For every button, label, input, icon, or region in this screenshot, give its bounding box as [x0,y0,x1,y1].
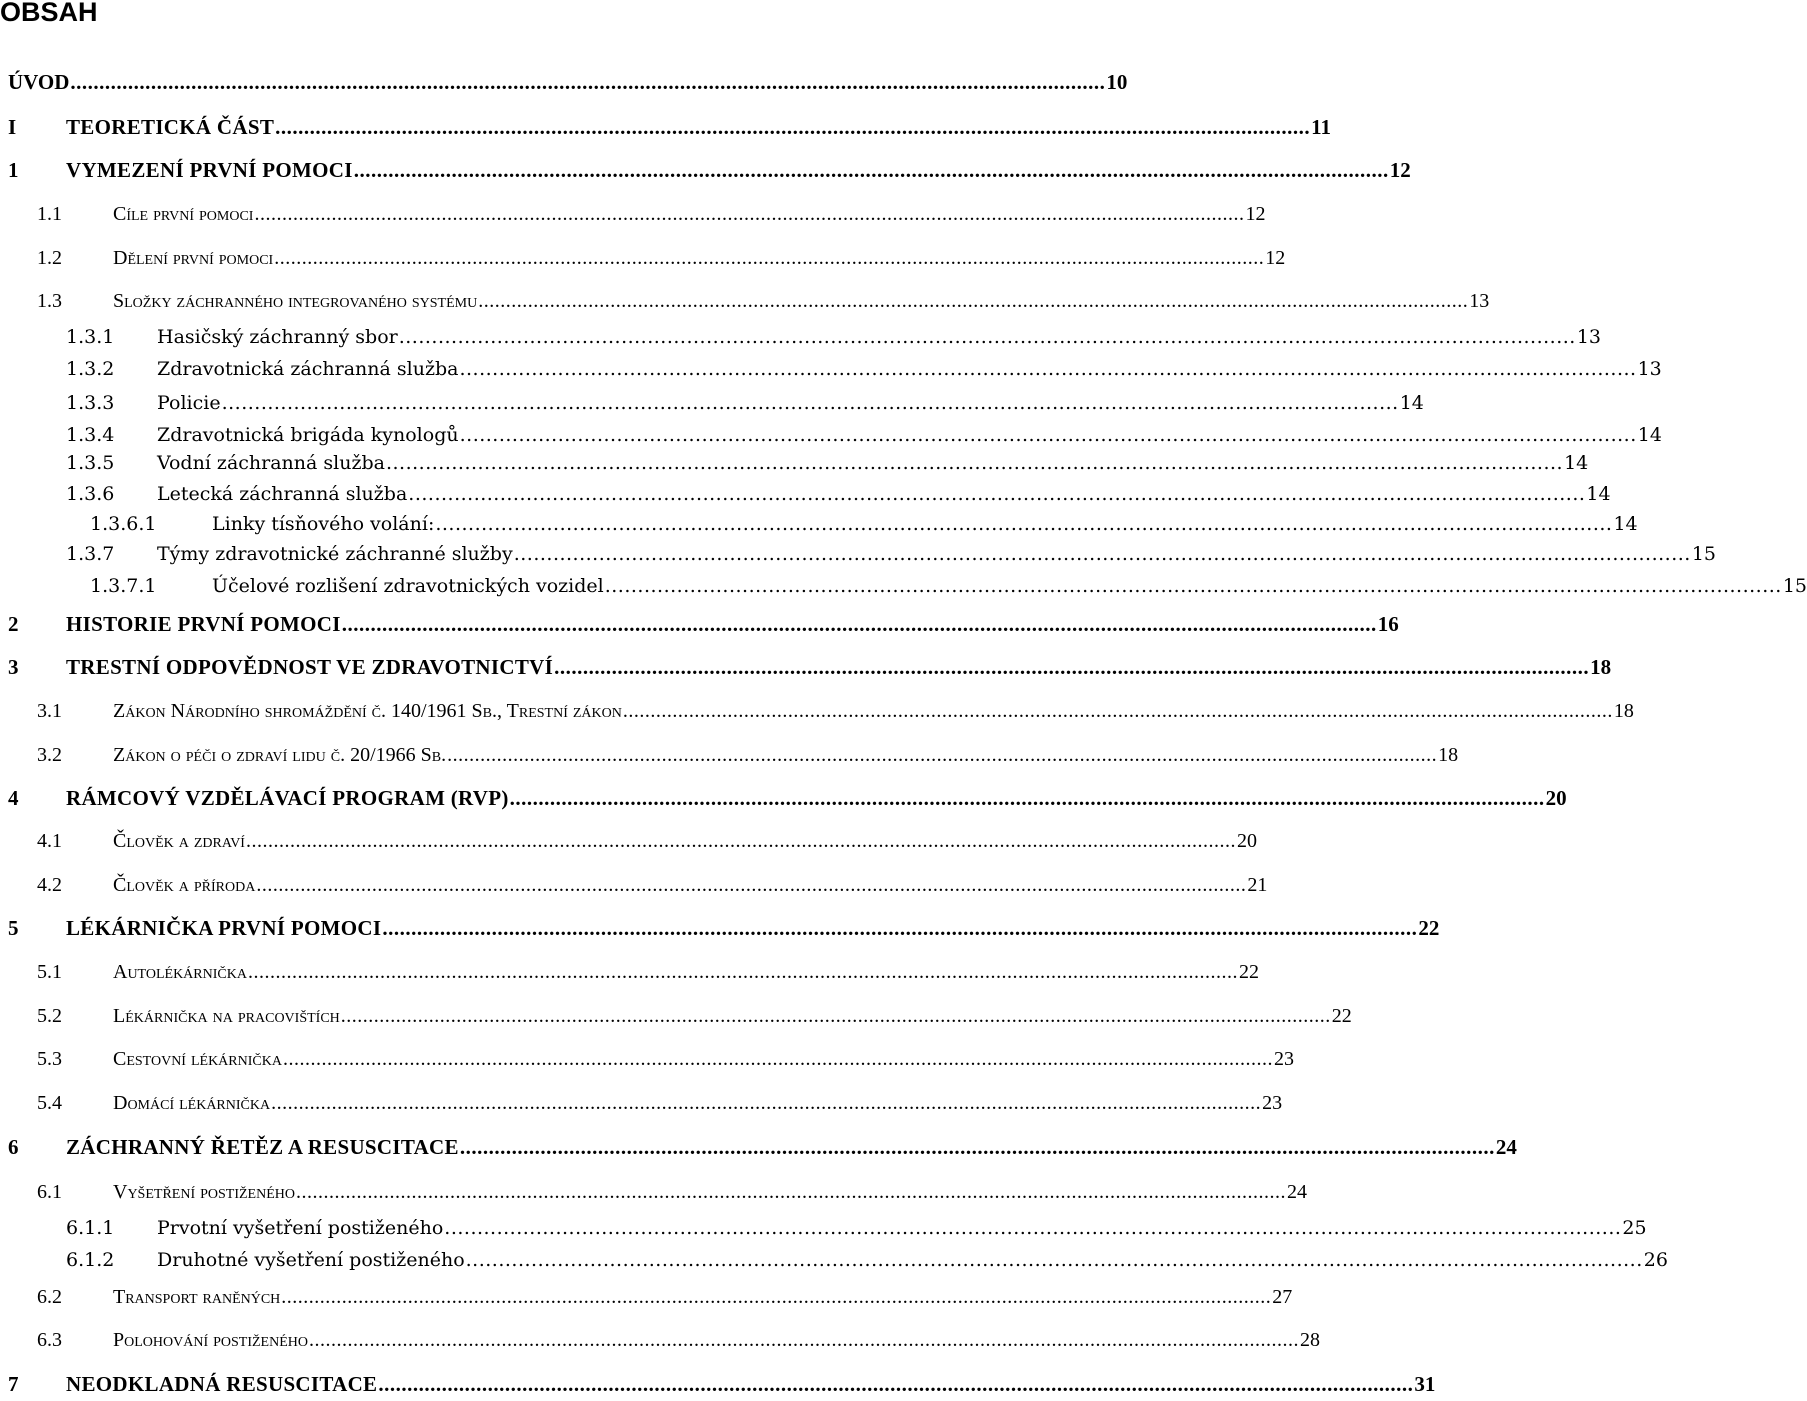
toc-entry[interactable] [0,241,1286,275]
toc-page-number: 23 [1273,1047,1294,1070]
toc-entry-number: 6.1 [37,1180,62,1203]
toc-dot-leader: .................................................................................................................................................................................... [435,513,1613,535]
toc-page-number: 22 [1418,915,1440,940]
toc-page-number: 12 [1245,202,1266,225]
toc-page-number: 22 [1238,960,1259,983]
toc-entry-title: Policie [157,392,221,414]
toc-dot-leader: .................................................................................................................................................................................... [309,1328,1299,1351]
toc-entry-title: Lékárnička na pracovištích [113,1004,340,1027]
toc-entry[interactable] [0,1280,1293,1314]
toc-dot-leader: .................................................................................................................................................................................... [459,1134,1495,1159]
toc-entry[interactable] [0,284,1490,318]
toc-page-number: 20 [1545,785,1567,810]
toc-page-number: 24 [1495,1134,1517,1159]
toc-page-number: 31 [1414,1371,1436,1396]
toc-entry-title: Účelové rozlišení zdravotnických vozidel [212,575,604,597]
toc-page-number: 13 [1469,289,1490,312]
toc-dot-leader: .................................................................................................................................................................................... [271,1091,1262,1114]
toc-entry-title: Vodní záchranná služba [157,452,385,474]
toc-entry-number: 1.3.1 [66,326,115,348]
toc-page-number: 18 [1613,699,1634,722]
toc-page-number: 27 [1272,1285,1293,1308]
toc-entry-number: 4.1 [37,829,62,852]
toc-entry[interactable] [0,537,1717,571]
toc-page-number: 21 [1247,873,1268,896]
toc-entry-number: 6.1.1 [66,1217,115,1239]
toc-entry-title: NEODKLADNÁ RESUSCITACE [66,1371,378,1396]
toc-entry-title: Autolékárnička [113,960,247,983]
toc-entry-number: 1.3.6.1 [90,513,157,535]
toc-entry[interactable] [0,1086,1283,1120]
toc-entry[interactable] [0,694,1634,728]
toc-entry-number: 4.2 [37,873,62,896]
toc-page-number: 20 [1236,829,1257,852]
toc-entry[interactable] [0,386,1424,420]
toc-page-number: 28 [1300,1328,1320,1351]
toc-entry-number: 1 [8,157,19,182]
toc-entry-number: 5.4 [37,1091,62,1114]
toc-page-number: 18 [1438,743,1459,766]
toc-entry-title: Zdravotnická brigáda kynologů [157,424,459,446]
toc-entry[interactable] [0,1323,1320,1357]
toc-entry-number: 2 [8,611,19,636]
toc-entry[interactable] [0,507,1638,541]
toc-entry-title: Hasičský záchranný sbor [157,326,398,348]
toc-entry-title: Vyšetření postiženého [113,1180,295,1203]
toc-entry-title: ZÁCHRANNÝ ŘETĚZ A RESUSCITACE [66,1134,459,1159]
toc-entry[interactable] [0,607,1399,641]
toc-entry-number: 1.3 [37,289,62,312]
toc-entry-number: 5.3 [37,1047,62,1070]
toc-dot-leader: .................................................................................................................................................................................... [604,575,1782,597]
toc-page-number: 12 [1389,157,1411,182]
toc-entry[interactable] [0,352,1662,386]
toc-entry-title: Polohování postiženého [113,1328,308,1351]
toc-dot-leader: .................................................................................................................................................................................... [447,743,1438,766]
toc-dot-leader: .................................................................................................................................................................................... [296,1180,1286,1203]
toc-entry-title: RÁMCOVÝ VZDĚLÁVACÍ PROGRAM (RVP) [66,785,509,810]
toc-page-number: 10 [1106,69,1128,94]
toc-entry[interactable] [0,569,1807,603]
toc-entry-number: 6.2 [37,1285,62,1308]
toc-entry-title: Zákon Národního shromáždění č. 140/1961 Sb., Trestní zákon [113,699,622,722]
toc-page-number: 15 [1782,575,1807,597]
toc-entry-number: I [8,114,17,139]
toc-dot-leader: .................................................................................................................................................................................... [275,114,1311,139]
toc-dot-leader: .................................................................................................................................................................................... [281,1285,1272,1308]
toc-entry-title: VYMEZENÍ PRVNÍ POMOCI [66,157,353,182]
toc-dot-leader: .................................................................................................................................................................................... [382,915,1418,940]
toc-page-number: 13 [1576,326,1602,348]
toc-page-number: 16 [1377,611,1399,636]
toc-entry[interactable] [0,650,1612,684]
toc-dot-leader: .................................................................................................................................................................................... [513,543,1691,565]
toc-entry[interactable] [0,824,1257,858]
toc-entry-number: 1.1 [37,202,62,225]
toc-dot-leader: .................................................................................................................................................................................... [378,1371,1414,1396]
toc-dot-leader: .................................................................................................................................................................................... [408,483,1586,505]
toc-page-number: 15 [1691,543,1717,565]
toc-entry[interactable] [0,868,1268,902]
toc-entry[interactable] [0,65,1128,99]
toc-entry-number: ÚVOD [8,69,70,94]
toc-entry-title: Prvotní vyšetření postiženého [157,1217,444,1239]
toc-entry-title: Dělení první pomoci [113,246,274,269]
toc-dot-leader: .................................................................................................................................................................................... [247,960,1238,983]
toc-entry-number: 4 [8,785,19,810]
toc-entry[interactable] [0,738,1459,772]
toc-entry[interactable] [0,955,1259,989]
toc-entry-number: 5 [8,915,19,940]
toc-entry[interactable] [0,1175,1307,1209]
toc-entry-title: Člověk a příroda [113,873,256,896]
toc-entry-title: Transport raněných [113,1285,281,1308]
toc-dot-leader: .................................................................................................................................................................................... [465,1249,1643,1271]
toc-entry-title: Druhotné vyšetření postiženého [157,1249,465,1271]
toc-entry-number: 3.1 [37,699,62,722]
toc-entry[interactable] [0,1243,1668,1277]
toc-entry-number: 1.3.3 [66,392,115,414]
toc-entry-title: TRESTNÍ ODPOVĚDNOST VE ZDRAVOTNICTVÍ [66,654,554,679]
toc-entry-title: Člověk a zdraví [113,829,245,852]
toc-page-number: 22 [1331,1004,1352,1027]
toc-entry-number: 7 [8,1371,19,1396]
toc-page-number: 25 [1622,1217,1647,1239]
toc-entry-title: Zákon o péči o zdraví lidu č. 20/1966 Sb. [113,743,447,766]
toc-entry[interactable] [0,1211,1647,1245]
toc-dot-leader: .................................................................................................................................................................................... [245,829,1236,852]
toc-heading: OBSAH [0,0,98,27]
toc-page-number: 23 [1262,1091,1283,1114]
toc-page-number: 14 [1586,483,1611,505]
toc-page-number: 18 [1590,654,1612,679]
toc-entry-title: Týmy zdravotnické záchranné služby [157,543,513,565]
toc-page-number: 13 [1637,358,1662,380]
toc-page-number: 14 [1399,392,1424,414]
toc-entry-number: 6 [8,1134,19,1159]
toc-page-number: 26 [1643,1249,1668,1271]
toc-page-number: 14 [1564,452,1589,474]
toc-dot-leader: .................................................................................................................................................................................... [340,1004,1331,1027]
toc-entry-number: 1.3.4 [66,424,115,446]
toc-dot-leader: .................................................................................................................................................................................... [341,611,1377,636]
toc-dot-leader: .................................................................................................................................................................................... [70,69,1106,94]
toc-entry-title: Letecká záchranná služba [157,483,408,505]
toc-entry[interactable] [0,911,1440,945]
toc-entry[interactable] [0,477,1611,511]
toc-entry[interactable] [0,999,1352,1033]
toc-page-number: 11 [1311,114,1331,139]
toc-entry-number: 3 [8,654,19,679]
toc-dot-leader: .................................................................................................................................................................................... [444,1217,1622,1239]
toc-entry-title: Cíle první pomoci [113,202,254,225]
toc-page-number: 14 [1637,424,1662,446]
toc-entry-number: 6.1.2 [66,1249,115,1271]
toc-entry[interactable] [0,1367,1436,1401]
toc-entry[interactable] [0,1130,1517,1164]
toc-dot-leader: .................................................................................................................................................................................... [254,202,1245,225]
toc-dot-leader: .................................................................................................................................................................................... [398,326,1576,348]
toc-entry-number: 1.2 [37,246,62,269]
toc-dot-leader: .................................................................................................................................................................................... [385,452,1564,474]
toc-entry-title: LÉKÁRNIČKA PRVNÍ POMOCI [66,915,382,940]
toc-entry-number: 1.3.6 [66,483,115,505]
toc-dot-leader: .................................................................................................................................................................................... [459,424,1637,446]
toc-entry-number: 1.3.7 [66,543,115,565]
toc-dot-leader: .................................................................................................................................................................................... [554,654,1590,679]
toc-dot-leader: .................................................................................................................................................................................... [282,1047,1273,1070]
toc-dot-leader: .................................................................................................................................................................................... [221,392,1399,414]
toc-entry[interactable] [0,153,1411,187]
toc-entry-title: Zdravotnická záchranná služba [157,358,459,380]
toc-entry-title: Domácí lékárnička [113,1091,271,1114]
toc-entry-number: 1.3.2 [66,358,115,380]
toc-entry-number: 3.2 [37,743,62,766]
toc-dot-leader: .................................................................................................................................................................................... [478,289,1469,312]
toc-dot-leader: .................................................................................................................................................................................... [459,358,1637,380]
toc-entry[interactable] [0,1042,1294,1076]
toc-entry-title: Složky záchranného integrovaného systému [113,289,478,312]
toc-entry-title: TEORETICKÁ ČÁST [66,114,275,139]
toc-entry-number: 5.1 [37,960,62,983]
toc-entry[interactable] [0,110,1331,144]
toc-page-number: 24 [1287,1180,1307,1203]
toc-entry[interactable] [0,320,1602,354]
toc-dot-leader: .................................................................................................................................................................................... [353,157,1389,182]
toc-dot-leader: .................................................................................................................................................................................... [509,785,1545,810]
toc-entry[interactable] [0,197,1266,231]
toc-page-number: 14 [1613,513,1638,535]
toc-entry[interactable] [0,446,1589,480]
toc-dot-leader: .................................................................................................................................................................................... [256,873,1247,896]
toc-entry-title: HISTORIE PRVNÍ POMOCI [66,611,341,636]
toc-entry-number: 5.2 [37,1004,62,1027]
toc-dot-leader: .................................................................................................................................................................................... [622,699,1613,722]
toc-page-number: 12 [1265,246,1286,269]
toc-entry-number: 6.3 [37,1328,62,1351]
toc-entry-number: 1.3.5 [66,452,115,474]
toc-entry-title: Linky tísňového volání: [212,513,435,535]
toc-dot-leader: .................................................................................................................................................................................... [274,246,1265,269]
toc-entry-number: 1.3.7.1 [90,575,157,597]
toc-entry[interactable] [0,781,1567,815]
toc-entry-title: Cestovní lékárnička [113,1047,282,1070]
